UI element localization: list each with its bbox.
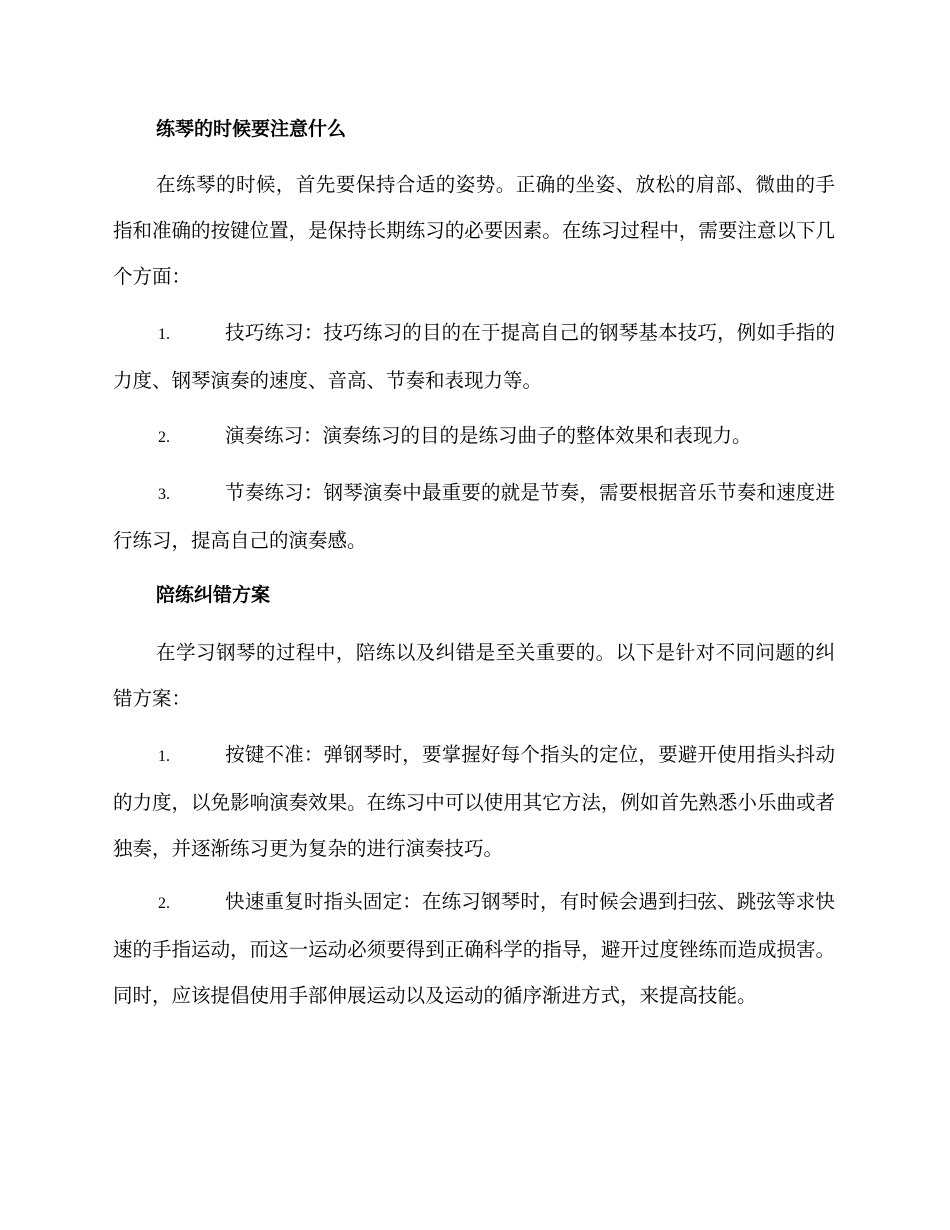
list-item: [113, 413, 835, 461]
list-number: 1.: [158, 748, 170, 765]
list-item: [113, 470, 835, 564]
list-item-text: 按键不准：弹钢琴时，要掌握好每个指头的定位，要避开使用指头抖动的力度，以免影响演奏效果。在练习中可以使用其它方法，例如首先熟悉小乐曲或者独奏，并逐渐练习更为复杂的进行演奏技巧。: [113, 743, 835, 860]
list-item: [113, 732, 835, 872]
list-number: 2.: [158, 895, 170, 912]
list-item: [113, 310, 835, 404]
list-number: 3.: [158, 486, 170, 503]
intro-paragraph-correction: 在学习钢琴的过程中，陪练以及纠错是至关重要的。以下是针对不同问题的纠错方案：: [113, 641, 835, 710]
intro-paragraph-practice: 在练琴的时候，首先要保持合适的姿势。正确的坐姿、放松的肩部、微曲的手指和准确的按键位置，是保持长期练习的必要因素。在练习过程中，需要注意以下几个方面：: [113, 173, 835, 288]
list-item: [113, 879, 835, 1019]
section-heading-practice-notes: 练琴的时候要注意什么: [156, 118, 347, 140]
list-item-text: 演奏练习：演奏练习的目的是练习曲子的整体效果和表现力。: [225, 424, 752, 447]
section-heading-correction-plan: 陪练纠错方案: [156, 584, 271, 606]
list-item-text: 快速重复时指头固定：在练习钢琴时，有时候会遇到扫弦、跳弦等求快速的手指运动，而这一运动必须要得到正确科学的指导，避开过度锉练而造成损害。同时，应该提倡使用手部伸展运动以及运动的循序渐进方式，来提高技能。: [113, 890, 835, 1007]
list-item-text: 技巧练习：技巧练习的目的在于提高自己的钢琴基本技巧，例如手指的力度、钢琴演奏的速度、音高、节奏和表现力等。: [113, 321, 835, 392]
list-item-text: 节奏练习：钢琴演奏中最重要的就是节奏，需要根据音乐节奏和速度进行练习，提高自己的演奏感。: [113, 481, 835, 552]
list-number: 1.: [158, 326, 170, 343]
list-number: 2.: [158, 429, 170, 446]
